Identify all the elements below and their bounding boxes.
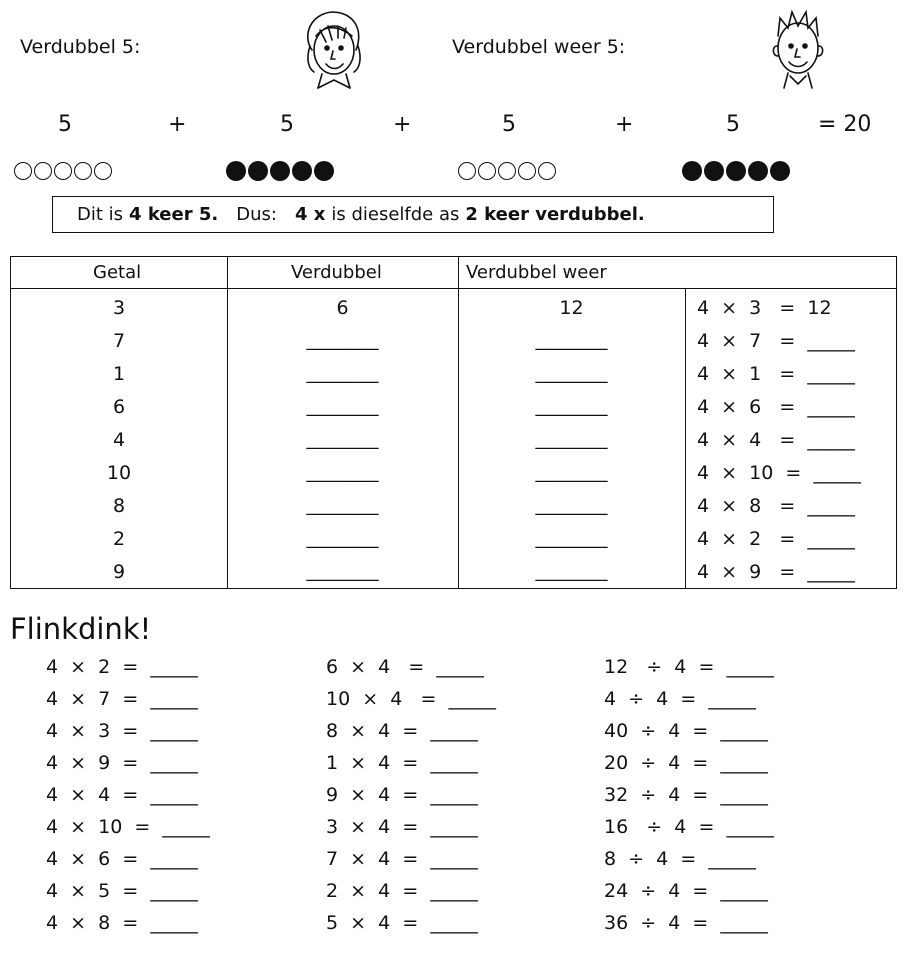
sum-term: 5 [502, 112, 516, 137]
filled-dot [726, 161, 746, 181]
sum-term: 5 [58, 112, 72, 137]
exercise: 6 × 4 = _____ [326, 656, 484, 678]
exercise: 2 × 4 = _____ [326, 880, 478, 902]
statement-bold: 2 keer verdubbel. [465, 204, 645, 225]
exercise: 16 ÷ 4 = _____ [604, 816, 774, 838]
times-four-equation: 4 × 10 = _____ [697, 462, 861, 484]
filled-dot [770, 161, 790, 181]
getal-cell: 8 [112, 495, 126, 517]
header-verdubbel: Verdubbel [291, 262, 382, 283]
filled-dot [292, 161, 312, 181]
statement-box [52, 196, 774, 233]
verdubbel-cell: 6 [336, 297, 349, 319]
times-four-equation: 4 × 7 = _____ [697, 330, 855, 352]
exercise: 4 × 6 = _____ [46, 848, 198, 870]
verdubbel-blank: ________ [306, 495, 379, 516]
verdubbel-weer-blank: ________ [535, 495, 608, 516]
exercise: 1 × 4 = _____ [326, 752, 478, 774]
verdubbel-blank: ________ [306, 429, 379, 450]
verdubbel-blank: ________ [306, 330, 379, 351]
verdubbel-blank: ________ [306, 561, 379, 582]
exercise: 7 × 4 = _____ [326, 848, 478, 870]
open-dot [538, 162, 556, 180]
open-dot [74, 162, 92, 180]
header-verdubbel-weer: Verdubbel weer [466, 262, 607, 283]
statement-bold: 4 keer 5. [129, 204, 219, 225]
sum-term: 5 [726, 112, 740, 137]
sum-term: 5 [280, 112, 294, 137]
times-four-equation: 4 × 2 = _____ [697, 528, 855, 550]
verdubbel-blank: ________ [306, 528, 379, 549]
open-dot [14, 162, 32, 180]
statement-text: is dieselfde as [331, 204, 460, 225]
verdubbel-weer-blank: ________ [535, 429, 608, 450]
sum-result: = 20 [818, 112, 872, 137]
verdubbel-weer-blank: ________ [535, 561, 608, 582]
open-dots-group [14, 158, 114, 184]
verdubbel-weer-blank: ________ [535, 363, 608, 384]
filled-dot [704, 161, 724, 181]
exercise: 10 × 4 = _____ [326, 688, 496, 710]
open-dot [478, 162, 496, 180]
verdubbel-weer-blank: ________ [535, 528, 608, 549]
exercise: 8 ÷ 4 = _____ [604, 848, 756, 870]
times-four-equation: 4 × 9 = _____ [697, 561, 855, 583]
exercise: 20 ÷ 4 = _____ [604, 752, 768, 774]
flinkdink-title: Flinkdink! [10, 612, 152, 646]
statement-text: Dit is [77, 204, 124, 225]
getal-cell: 6 [112, 396, 126, 418]
exercise: 3 × 4 = _____ [326, 816, 478, 838]
times-four-equation: 4 × 4 = _____ [697, 429, 855, 451]
verdubbel-blank: ________ [306, 363, 379, 384]
open-dot [458, 162, 476, 180]
filled-dot [314, 161, 334, 181]
exercise: 4 × 4 = _____ [46, 784, 198, 806]
plus-sign: + [615, 112, 634, 137]
getal-cell: 7 [112, 330, 126, 352]
times-four-equation: 4 × 6 = _____ [697, 396, 855, 418]
verdubbel-blank: ________ [306, 462, 379, 483]
exercise: 4 ÷ 4 = _____ [604, 688, 756, 710]
times-four-equation: 4 × 8 = _____ [697, 495, 855, 517]
open-dots-group [458, 158, 558, 184]
statement-bold: 4 x [294, 204, 326, 225]
getal-cell: 4 [112, 429, 126, 451]
verdubbel-weer-blank: ________ [535, 396, 608, 417]
getal-cell: 9 [112, 561, 126, 583]
filled-dot [248, 161, 268, 181]
header-getal: Getal [93, 262, 142, 283]
filled-dot [270, 161, 290, 181]
times-four-equation: 4 × 3 = 12 [697, 297, 832, 319]
exercise: 32 ÷ 4 = _____ [604, 784, 768, 806]
open-dot [54, 162, 72, 180]
exercise: 4 × 8 = _____ [46, 912, 198, 934]
filled-dots-group [226, 158, 336, 184]
getal-cell: 3 [112, 297, 126, 319]
exercise: 8 × 4 = _____ [326, 720, 478, 742]
filled-dot [748, 161, 768, 181]
exercise: 4 × 7 = _____ [46, 688, 198, 710]
open-dot [518, 162, 536, 180]
getal-cell: 10 [106, 462, 132, 484]
getal-cell: 1 [112, 363, 126, 385]
exercise: 4 × 3 = _____ [46, 720, 198, 742]
exercise: 12 ÷ 4 = _____ [604, 656, 774, 678]
exercise: 9 × 4 = _____ [326, 784, 478, 806]
doubling-table [10, 256, 897, 589]
exercise: 4 × 2 = _____ [46, 656, 198, 678]
verdubbel-weer-blank: ________ [535, 462, 608, 483]
verdubbel-weer-label: Verdubbel weer 5: [452, 36, 626, 58]
exercise: 4 × 9 = _____ [46, 752, 198, 774]
exercise: 40 ÷ 4 = _____ [604, 720, 768, 742]
open-dot [498, 162, 516, 180]
verdubbel-label: Verdubbel 5: [20, 36, 141, 58]
exercise: 4 × 10 = _____ [46, 816, 210, 838]
exercise: 36 ÷ 4 = _____ [604, 912, 768, 934]
open-dot [94, 162, 112, 180]
filled-dots-group [682, 158, 792, 184]
exercise: 5 × 4 = _____ [326, 912, 478, 934]
exercise: 4 × 5 = _____ [46, 880, 198, 902]
open-dot [34, 162, 52, 180]
verdubbel-blank: ________ [306, 396, 379, 417]
verdubbel-weer-blank: ________ [535, 330, 608, 351]
times-four-equation: 4 × 1 = _____ [697, 363, 855, 385]
plus-sign: + [168, 112, 187, 137]
boy-face-icon [760, 6, 836, 92]
exercise: 24 ÷ 4 = _____ [604, 880, 768, 902]
girl-face-icon [296, 6, 372, 92]
plus-sign: + [393, 112, 412, 137]
statement-text: Dus: [236, 204, 277, 225]
filled-dot [226, 161, 246, 181]
filled-dot [682, 161, 702, 181]
verdubbel-weer-cell: 12 [559, 297, 584, 319]
getal-cell: 2 [112, 528, 126, 550]
